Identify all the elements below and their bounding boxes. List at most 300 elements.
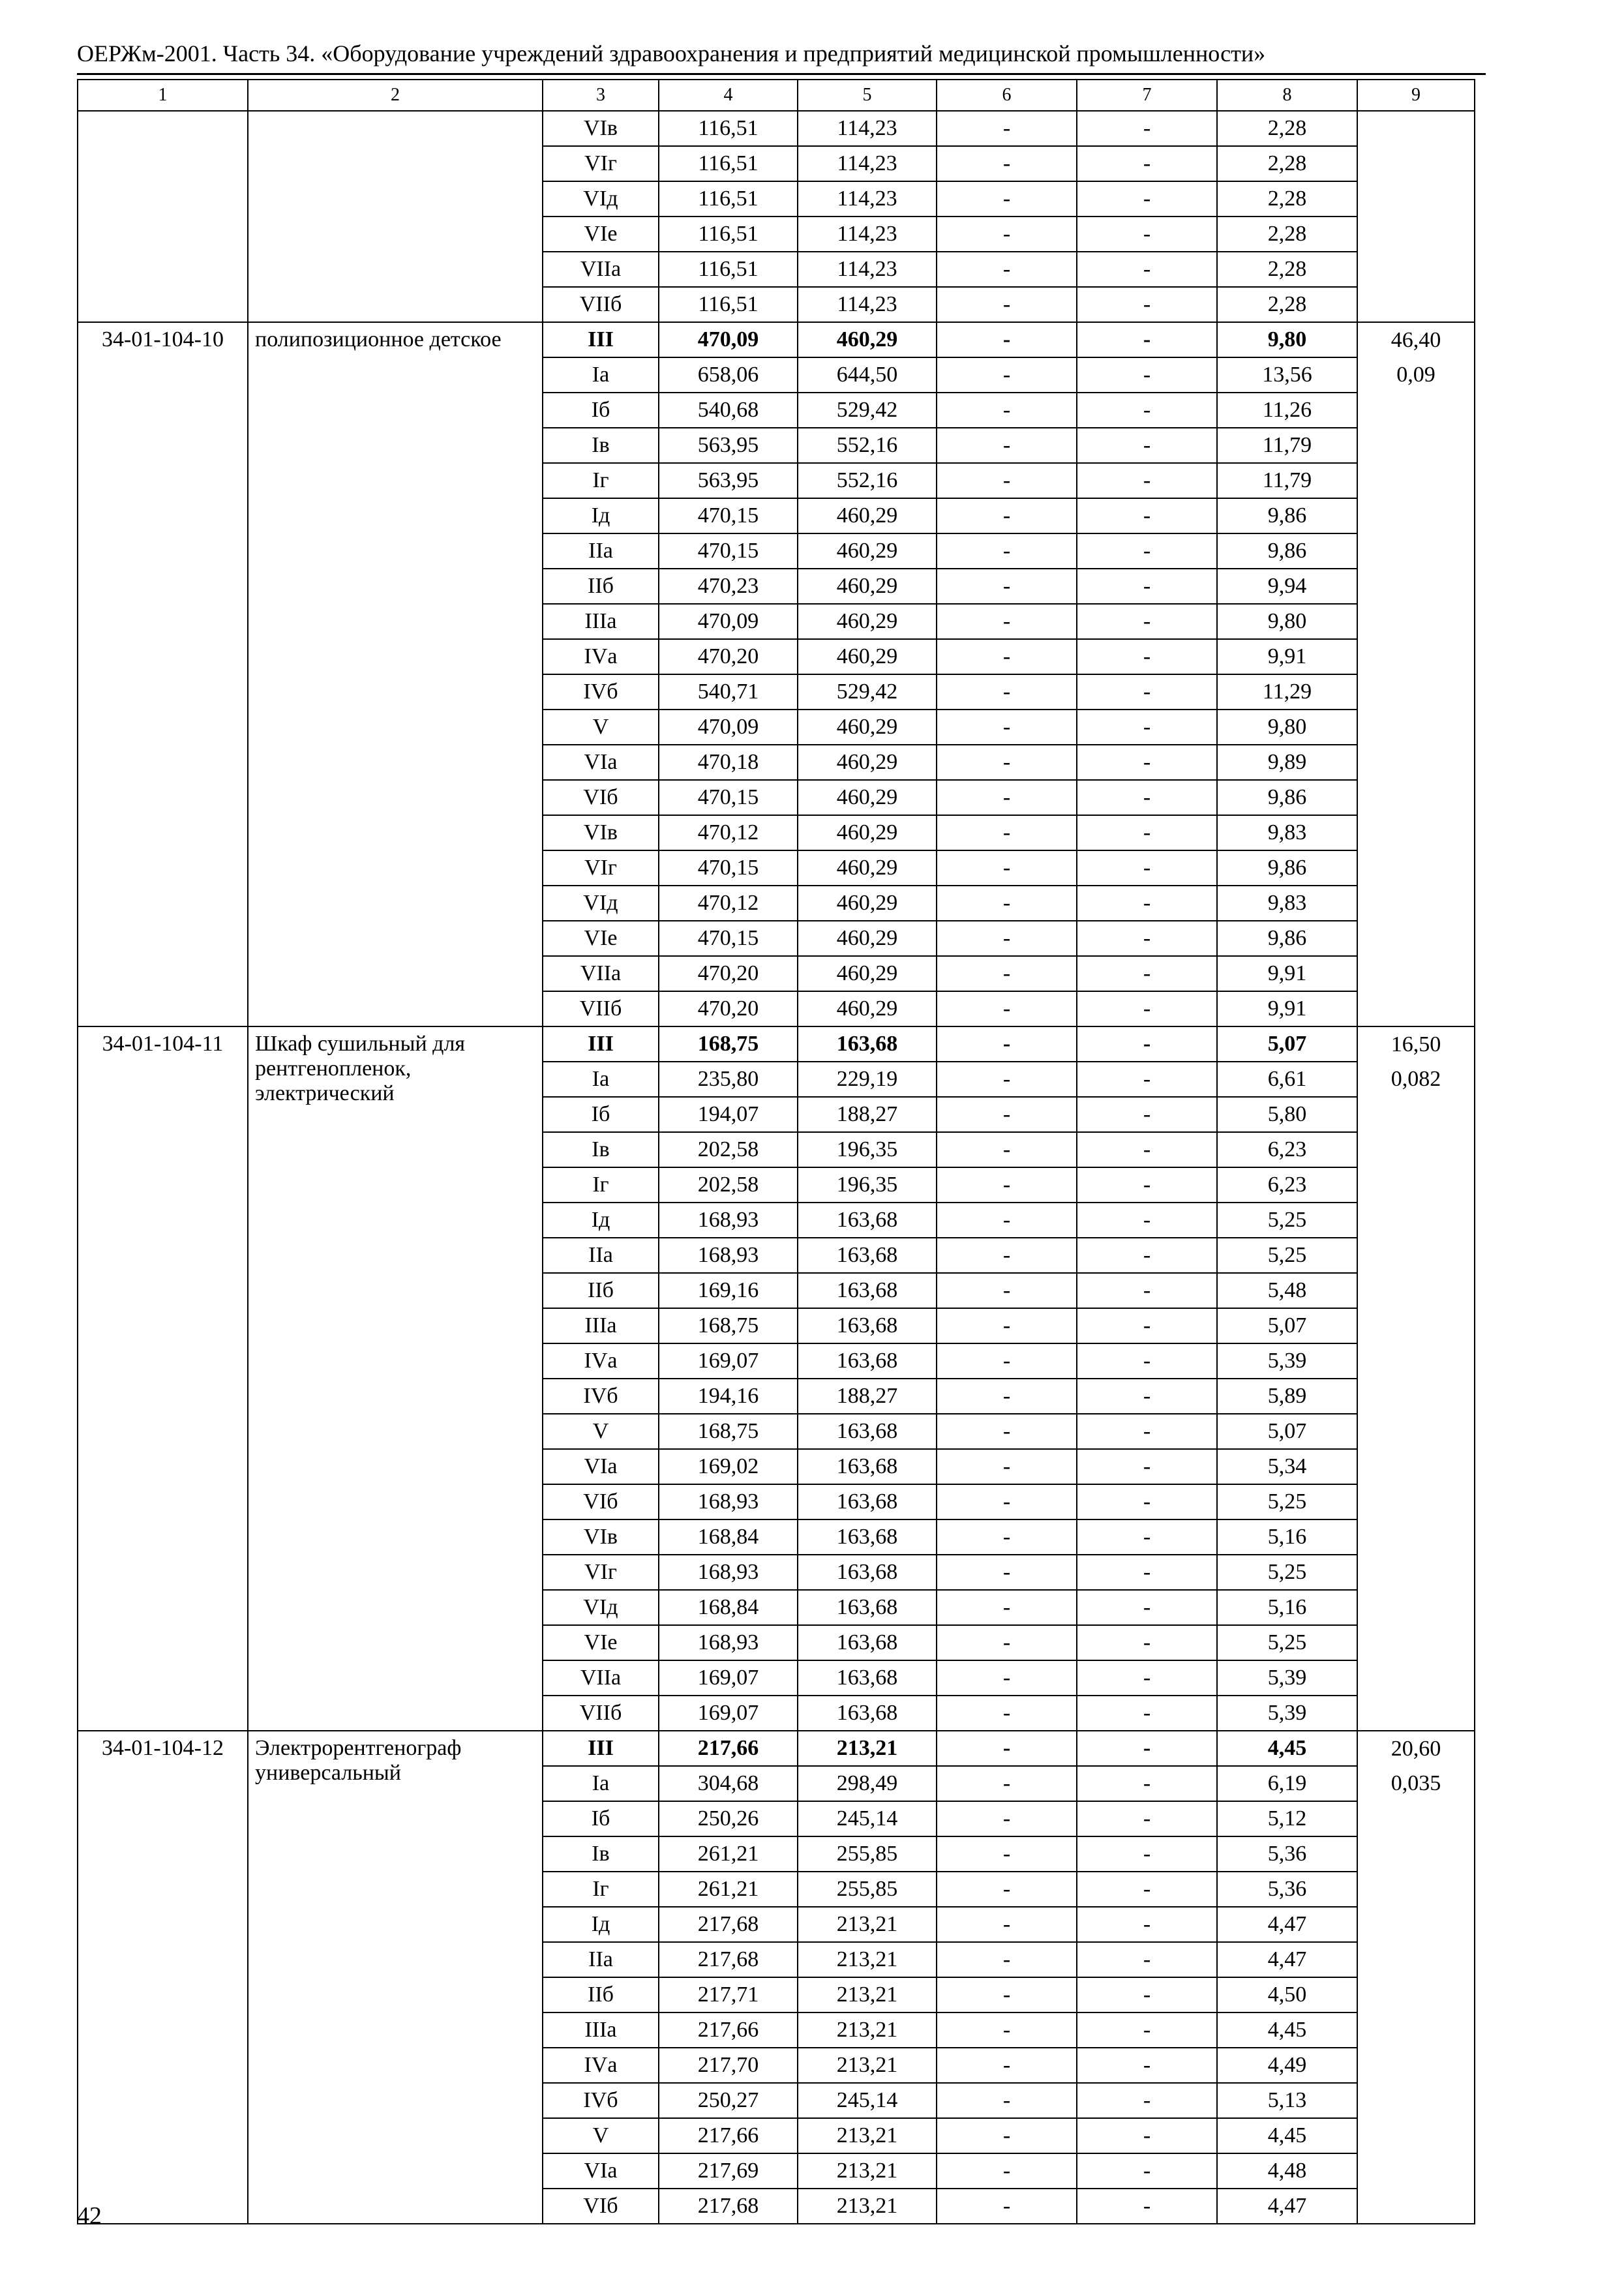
table-cell: 470,20 [659, 991, 798, 1026]
table-cell: - [937, 674, 1077, 710]
table-cell: VIа [543, 745, 659, 780]
table-cell: Iв [543, 428, 659, 463]
table-cell: - [1077, 1555, 1217, 1590]
table-cell: 114,23 [798, 146, 937, 181]
table-cell: 2,28 [1217, 287, 1357, 322]
table-cell: 4,47 [1217, 1907, 1357, 1942]
column-9-cell [1357, 710, 1475, 745]
column-9-cell [1357, 2012, 1475, 2048]
table-cell: IIб [543, 1977, 659, 2012]
table-cell: - [937, 1484, 1077, 1519]
table-cell: - [1077, 252, 1217, 287]
table-cell: - [1077, 850, 1217, 886]
norm-name-cell [248, 111, 543, 322]
table-cell: 114,23 [798, 252, 937, 287]
column-9-cell: 46,40 [1357, 322, 1475, 357]
table-cell: Iб [543, 1801, 659, 1836]
table-cell: 4,45 [1217, 2118, 1357, 2153]
table-cell: 13,56 [1217, 357, 1357, 393]
table-cell: 4,49 [1217, 2048, 1357, 2083]
column-9-cell [1357, 1097, 1475, 1132]
table-cell: 460,29 [798, 745, 937, 780]
table-cell: 163,68 [798, 1484, 937, 1519]
table-cell: - [1077, 1308, 1217, 1343]
table-cell: 168,93 [659, 1203, 798, 1238]
column-9-cell [1357, 850, 1475, 886]
table-cell: 5,34 [1217, 1449, 1357, 1484]
table-cell: 116,51 [659, 181, 798, 217]
table-cell: 470,09 [659, 604, 798, 639]
column-9-cell [1357, 1942, 1475, 1977]
table-cell: VIIб [543, 1696, 659, 1731]
table-cell: 4,45 [1217, 1731, 1357, 1766]
table-cell: 217,70 [659, 2048, 798, 2083]
table-cell: IIа [543, 1942, 659, 1977]
table-row [78, 322, 1475, 357]
table-cell: 460,29 [798, 322, 937, 357]
table-cell: 163,68 [798, 1238, 937, 1273]
table-cell: 250,27 [659, 2083, 798, 2118]
table-cell: IIа [543, 533, 659, 569]
table-cell: 261,21 [659, 1872, 798, 1907]
table-cell: 9,91 [1217, 991, 1357, 1026]
table-cell: - [1077, 1907, 1217, 1942]
table-cell: - [1077, 639, 1217, 674]
table-cell: 4,47 [1217, 2189, 1357, 2224]
table-cell: - [937, 533, 1077, 569]
table-cell: - [1077, 146, 1217, 181]
table-cell: - [1077, 2012, 1217, 2048]
column-9-cell [1357, 1449, 1475, 1484]
table-cell: 9,86 [1217, 780, 1357, 815]
table-cell: - [937, 2012, 1077, 2048]
table-cell: 552,16 [798, 428, 937, 463]
table-cell: 5,39 [1217, 1696, 1357, 1731]
column-9-cell [1357, 1977, 1475, 2012]
table-cell: - [937, 1273, 1077, 1308]
table-cell: IIIа [543, 604, 659, 639]
table-cell: - [937, 886, 1077, 921]
column-9-cell [1357, 1484, 1475, 1519]
table-cell: - [937, 1977, 1077, 2012]
table-cell: 213,21 [798, 2189, 937, 2224]
column-number-cell: 4 [659, 80, 798, 111]
table-cell: 9,86 [1217, 921, 1357, 956]
table-cell: - [1077, 1590, 1217, 1625]
norm-code-cell: 34-01-104-10 [78, 322, 248, 1026]
table-cell: 168,93 [659, 1625, 798, 1660]
table-cell: IVб [543, 2083, 659, 2118]
column-9-cell [1357, 921, 1475, 956]
table-cell: 194,07 [659, 1097, 798, 1132]
table-cell: 4,48 [1217, 2153, 1357, 2189]
table-cell: - [937, 498, 1077, 533]
table-cell: 563,95 [659, 463, 798, 498]
table-cell: 460,29 [798, 498, 937, 533]
table-cell: 202,58 [659, 1167, 798, 1203]
table-cell: - [937, 1625, 1077, 1660]
column-9-cell [1357, 1308, 1475, 1343]
table-cell: 470,20 [659, 639, 798, 674]
table-cell: 6,23 [1217, 1167, 1357, 1203]
table-cell: 529,42 [798, 674, 937, 710]
table-cell: VIIа [543, 956, 659, 991]
table-cell: - [1077, 1836, 1217, 1872]
table-cell: 5,16 [1217, 1519, 1357, 1555]
page-header-title: ОЕРЖм-2001. Часть 34. «Оборудование учреждений здравоохранения и предприятий медицинской промышленности» [77, 40, 1266, 67]
table-cell: - [1077, 1660, 1217, 1696]
table-cell: 5,80 [1217, 1097, 1357, 1132]
table-cell: 9,80 [1217, 710, 1357, 745]
table-cell: 11,29 [1217, 674, 1357, 710]
table-cell: - [1077, 1414, 1217, 1449]
table-cell: 470,15 [659, 780, 798, 815]
table-cell: - [1077, 393, 1217, 428]
table-cell: - [937, 1414, 1077, 1449]
table-cell: 213,21 [798, 2153, 937, 2189]
table-cell: - [937, 921, 1077, 956]
table-cell: 460,29 [798, 815, 937, 850]
table-cell: 217,66 [659, 2118, 798, 2153]
column-9-cell [1357, 1872, 1475, 1907]
table-cell: Iа [543, 1766, 659, 1801]
table-row [78, 111, 1475, 146]
table-cell: - [1077, 886, 1217, 921]
table-cell: 5,07 [1217, 1026, 1357, 1062]
table-cell: 255,85 [798, 1872, 937, 1907]
table-cell: - [937, 1696, 1077, 1731]
table-cell: VIв [543, 111, 659, 146]
table-cell: - [937, 1062, 1077, 1097]
column-9-cell [1357, 991, 1475, 1026]
column-number-cell: 9 [1357, 80, 1475, 111]
table-row [78, 1731, 1475, 1766]
column-9-cell [1357, 745, 1475, 780]
table-cell: 6,19 [1217, 1766, 1357, 1801]
column-9-cell [1357, 1696, 1475, 1731]
table-cell: IVб [543, 674, 659, 710]
table-cell: VIв [543, 1519, 659, 1555]
table-cell: 168,75 [659, 1026, 798, 1062]
table-cell: 9,94 [1217, 569, 1357, 604]
table-cell: V [543, 710, 659, 745]
table-cell: VIа [543, 1449, 659, 1484]
table-cell: - [937, 1132, 1077, 1167]
table-cell: 168,93 [659, 1484, 798, 1519]
table-cell: 163,68 [798, 1590, 937, 1625]
column-9-cell [1357, 1203, 1475, 1238]
column-9-cell [1357, 1519, 1475, 1555]
table-cell: 529,42 [798, 393, 937, 428]
table-cell: - [1077, 463, 1217, 498]
table-cell: IIа [543, 1238, 659, 1273]
table-cell: - [937, 604, 1077, 639]
table-cell: 9,86 [1217, 850, 1357, 886]
table-cell: - [1077, 1625, 1217, 1660]
table-cell: - [1077, 2048, 1217, 2083]
table-cell: - [1077, 1238, 1217, 1273]
column-9-cell [1357, 2048, 1475, 2083]
table-cell: 11,79 [1217, 463, 1357, 498]
table-cell: 235,80 [659, 1062, 798, 1097]
table-cell: VIIб [543, 287, 659, 322]
table-cell: VIе [543, 1625, 659, 1660]
table-cell: - [937, 569, 1077, 604]
table-cell: - [937, 1097, 1077, 1132]
table-cell: - [1077, 2189, 1217, 2224]
table-cell: 213,21 [798, 1977, 937, 2012]
table-cell: 552,16 [798, 463, 937, 498]
column-9-cell: 0,09 [1357, 357, 1475, 393]
table-cell: 163,68 [798, 1273, 937, 1308]
table-cell: - [937, 1590, 1077, 1625]
table-cell: - [1077, 2118, 1217, 2153]
table-cell: 217,68 [659, 2189, 798, 2224]
table-cell: - [937, 850, 1077, 886]
column-9-cell [1357, 463, 1475, 498]
table-cell: Iг [543, 1167, 659, 1203]
table-cell: - [937, 217, 1077, 252]
table-cell: 114,23 [798, 217, 937, 252]
column-9-cell [1357, 2118, 1475, 2153]
table-cell: - [1077, 1766, 1217, 1801]
column-9-cell [1357, 393, 1475, 428]
table-cell: 163,68 [798, 1625, 937, 1660]
table-cell: IVа [543, 1343, 659, 1379]
table-cell: 460,29 [798, 921, 937, 956]
table-cell: 163,68 [798, 1026, 937, 1062]
table-cell: - [937, 1660, 1077, 1696]
table-cell: Iд [543, 1907, 659, 1942]
column-9-cell [1357, 111, 1475, 146]
table-cell: 460,29 [798, 850, 937, 886]
table-cell: VIб [543, 780, 659, 815]
table-cell: - [937, 463, 1077, 498]
table-cell: Iа [543, 1062, 659, 1097]
table-cell: 5,36 [1217, 1836, 1357, 1872]
column-9-cell [1357, 956, 1475, 991]
table-cell: 169,07 [659, 1660, 798, 1696]
table-cell: - [937, 1343, 1077, 1379]
column-9-cell [1357, 780, 1475, 815]
table-cell: 217,68 [659, 1907, 798, 1942]
table-cell: - [937, 745, 1077, 780]
table-cell: - [1077, 815, 1217, 850]
table-cell: 658,06 [659, 357, 798, 393]
table-cell: Iв [543, 1836, 659, 1872]
table-cell: - [937, 1026, 1077, 1062]
table-cell: 2,28 [1217, 252, 1357, 287]
table-cell: 245,14 [798, 1801, 937, 1836]
column-number-cell: 7 [1077, 80, 1217, 111]
table-cell: 163,68 [798, 1696, 937, 1731]
column-9-cell [1357, 287, 1475, 322]
table-cell: - [1077, 181, 1217, 217]
table-cell: - [1077, 1167, 1217, 1203]
table-cell: - [937, 181, 1077, 217]
table-cell: IVа [543, 2048, 659, 2083]
table-cell: 563,95 [659, 428, 798, 463]
column-9-cell [1357, 1273, 1475, 1308]
column-9-cell: 16,50 [1357, 1026, 1475, 1062]
table-cell: 168,75 [659, 1308, 798, 1343]
table-cell: 470,15 [659, 533, 798, 569]
table-cell: 116,51 [659, 146, 798, 181]
table-cell: 540,68 [659, 393, 798, 428]
table-cell: 196,35 [798, 1132, 937, 1167]
table-cell: - [937, 710, 1077, 745]
table-cell: - [1077, 1132, 1217, 1167]
table-cell: 114,23 [798, 287, 937, 322]
table-cell: - [1077, 1203, 1217, 1238]
table-cell: 163,68 [798, 1519, 937, 1555]
table-cell: - [937, 252, 1077, 287]
table-row [78, 1026, 1475, 1062]
table-cell: 460,29 [798, 780, 937, 815]
table-cell: - [1077, 217, 1217, 252]
table-cell: 460,29 [798, 991, 937, 1026]
table-cell: - [1077, 357, 1217, 393]
table-cell: Iа [543, 357, 659, 393]
table-cell: VIг [543, 850, 659, 886]
table-cell: VIб [543, 1484, 659, 1519]
table-cell: 9,80 [1217, 322, 1357, 357]
table-cell: - [937, 146, 1077, 181]
column-9-cell [1357, 2083, 1475, 2118]
column-number-cell: 2 [248, 80, 543, 111]
table-cell: 9,83 [1217, 815, 1357, 850]
table-cell: IVа [543, 639, 659, 674]
column-9-cell [1357, 569, 1475, 604]
table-cell: 213,21 [798, 2118, 937, 2153]
column-9-cell [1357, 815, 1475, 850]
column-9-cell [1357, 2189, 1475, 2224]
table-cell: - [1077, 1026, 1217, 1062]
table-cell: V [543, 1414, 659, 1449]
table-cell: 168,93 [659, 1238, 798, 1273]
table-cell: - [1077, 1273, 1217, 1308]
table-cell: 213,21 [798, 2012, 937, 2048]
table-cell: VIIа [543, 252, 659, 287]
table-cell: 2,28 [1217, 111, 1357, 146]
table-cell: III [543, 1731, 659, 1766]
table-cell: IVб [543, 1379, 659, 1414]
column-9-cell: 0,035 [1357, 1766, 1475, 1801]
table-cell: 116,51 [659, 217, 798, 252]
table-cell: VIв [543, 815, 659, 850]
table-cell: 217,66 [659, 1731, 798, 1766]
table-cell: 5,16 [1217, 1590, 1357, 1625]
table-cell: 9,83 [1217, 886, 1357, 921]
table-cell: 5,39 [1217, 1660, 1357, 1696]
table-cell: 4,45 [1217, 2012, 1357, 2048]
column-9-cell [1357, 1801, 1475, 1836]
column-9-cell [1357, 1660, 1475, 1696]
table-cell: 213,21 [798, 1731, 937, 1766]
column-9-cell [1357, 1379, 1475, 1414]
table-cell: 304,68 [659, 1766, 798, 1801]
table-cell: Iб [543, 1097, 659, 1132]
table-cell: 470,15 [659, 850, 798, 886]
norm-name-cell: полипозиционное детское [248, 322, 543, 1026]
table-cell: VIе [543, 217, 659, 252]
column-9-cell [1357, 217, 1475, 252]
column-9-cell [1357, 1555, 1475, 1590]
table-cell: 5,48 [1217, 1273, 1357, 1308]
column-9-cell [1357, 181, 1475, 217]
table-cell: 168,84 [659, 1590, 798, 1625]
table-cell: 9,91 [1217, 639, 1357, 674]
table-cell: - [1077, 2083, 1217, 2118]
column-number-row [78, 80, 1475, 111]
table-cell: 213,21 [798, 1907, 937, 1942]
table-cell: - [937, 1379, 1077, 1414]
column-number-cell: 8 [1217, 80, 1357, 111]
column-9-cell [1357, 1132, 1475, 1167]
norm-name-cell: Шкаф сушильный для рентгенопленок, электрический [248, 1026, 543, 1731]
table-cell: 245,14 [798, 2083, 937, 2118]
table-cell: 5,25 [1217, 1484, 1357, 1519]
table-cell: 255,85 [798, 1836, 937, 1872]
table-cell: VIд [543, 181, 659, 217]
table-cell: VIб [543, 2189, 659, 2224]
column-number-cell: 5 [798, 80, 937, 111]
table-cell: 9,86 [1217, 498, 1357, 533]
table-cell: - [1077, 1484, 1217, 1519]
table-cell: 5,07 [1217, 1308, 1357, 1343]
table-cell: VIд [543, 886, 659, 921]
table-cell: - [937, 1872, 1077, 1907]
table-cell: 163,68 [798, 1555, 937, 1590]
table-cell: 470,09 [659, 710, 798, 745]
table-cell: - [937, 1801, 1077, 1836]
table-cell: - [937, 1519, 1077, 1555]
table-cell: - [1077, 1519, 1217, 1555]
table-cell: - [937, 815, 1077, 850]
table-cell: 470,23 [659, 569, 798, 604]
table-cell: 229,19 [798, 1062, 937, 1097]
table-cell: 188,27 [798, 1097, 937, 1132]
table-cell: IIIа [543, 1308, 659, 1343]
table-cell: Iб [543, 393, 659, 428]
table-cell: 470,18 [659, 745, 798, 780]
column-number-cell: 3 [543, 80, 659, 111]
table-cell: Iг [543, 1872, 659, 1907]
table-cell: - [937, 287, 1077, 322]
table-cell: 9,80 [1217, 604, 1357, 639]
table-cell: - [937, 639, 1077, 674]
table-cell: 5,25 [1217, 1238, 1357, 1273]
table-cell: - [1077, 322, 1217, 357]
table-cell: - [937, 1555, 1077, 1590]
table-cell: 540,71 [659, 674, 798, 710]
table-cell: 470,09 [659, 322, 798, 357]
table-cell: 2,28 [1217, 146, 1357, 181]
table-cell: - [937, 991, 1077, 1026]
column-9-cell [1357, 604, 1475, 639]
column-number-cell: 1 [78, 80, 248, 111]
table-cell: 163,68 [798, 1308, 937, 1343]
table-cell: 163,68 [798, 1203, 937, 1238]
table-cell: - [937, 1942, 1077, 1977]
norm-code-cell: 34-01-104-11 [78, 1026, 248, 1731]
table-cell: 168,93 [659, 1555, 798, 1590]
table-cell: - [937, 1449, 1077, 1484]
table-cell: 217,71 [659, 1977, 798, 2012]
table-cell: - [1077, 1062, 1217, 1097]
table-cell: VIд [543, 1590, 659, 1625]
table-cell: 6,61 [1217, 1062, 1357, 1097]
